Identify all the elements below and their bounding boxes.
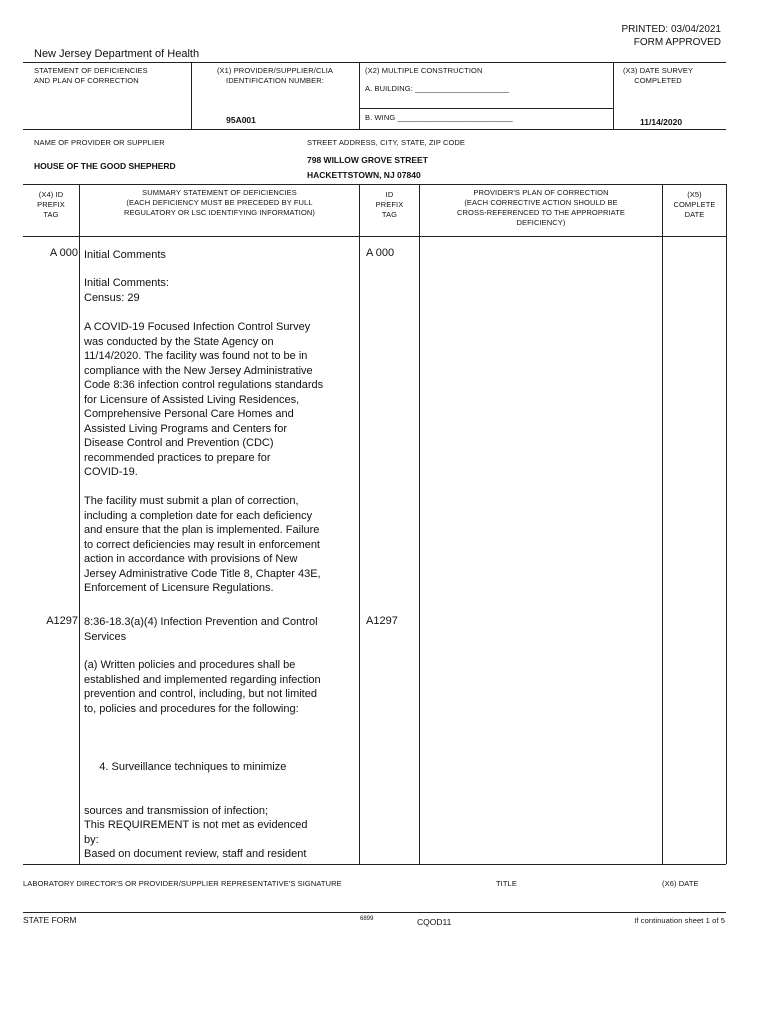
a000-census: Initial Comments: Census: 29 bbox=[84, 277, 169, 304]
tag-a000: A 000 bbox=[49, 247, 78, 259]
id-a1297: A1297 bbox=[366, 615, 398, 627]
address-label: STREET ADDRESS, CITY, STATE, ZIP CODE bbox=[307, 138, 466, 147]
a1297-surveillance-paragraph: 4. Surveillance techniques to minimize sources and transmission of infection; bbox=[84, 761, 287, 817]
x5-header: (X5) COMPLETE DATE bbox=[673, 190, 716, 219]
a000-title: Initial Comments bbox=[84, 249, 166, 261]
a1297-requirement-paragraph: This REQUIREMENT is not met as evidenced by: Based on document review, staff and resident bbox=[84, 819, 308, 860]
id-prefix-header: ID PREFIX TAG bbox=[375, 190, 404, 219]
continuation-sheet: If continuation sheet 1 of 5 bbox=[634, 916, 725, 925]
survey-date: 11/14/2020 bbox=[640, 117, 683, 127]
x1-label: (X1) PROVIDER/SUPPLIER/CLIA IDENTIFICATION NUMBER: bbox=[216, 66, 334, 85]
plan-header: PROVIDER'S PLAN OF CORRECTION (EACH CORRECTIVE ACTION SHOULD BE CROSS-REFERENCED TO THE APPROPRIATE DEFICIENCY) bbox=[457, 188, 625, 227]
summary-header: SUMMARY STATEMENT OF DEFICIENCIES (EACH DEFICIENCY MUST BE PRECEDED BY FULL REGULATORY OR LSC IDENTIFYING INFORMATION) bbox=[123, 188, 316, 217]
building-field: A. BUILDING: ______________________ bbox=[365, 84, 510, 93]
agency-name: New Jersey Department of Health bbox=[34, 48, 200, 60]
a000-plan-paragraph: The facility must submit a plan of correction, including a completion date for each deficiency and ensure that the plan is implemented. Failure to correct deficiencies may result in enforcement action in accordance with provisions of New Jersey Administrative Code Title 8, Chapter 43E, Enforcement of Licensure Regulations. bbox=[84, 495, 321, 594]
title-label: TITLE bbox=[496, 879, 517, 888]
city-state-zip: HACKETTSTOWN, NJ 07840 bbox=[307, 170, 421, 180]
form-number: 6899 bbox=[360, 916, 374, 922]
provider-name: HOUSE OF THE GOOD SHEPHERD bbox=[34, 161, 176, 171]
a1297-policy-paragraph: (a) Written policies and procedures shall be established and implemented regarding infection prevention and control, including, but not limited to, policies and procedures for the following: bbox=[84, 659, 321, 715]
state-form-label: STATE FORM bbox=[23, 915, 77, 925]
x2-label: (X2) MULTIPLE CONSTRUCTION bbox=[365, 66, 483, 75]
form-approved: FORM APPROVED bbox=[633, 37, 721, 48]
statement-label: STATEMENT OF DEFICIENCIES AND PLAN OF CORRECTION bbox=[34, 66, 148, 85]
provider-name-label: NAME OF PROVIDER OR SUPPLIER bbox=[34, 138, 165, 147]
id-a000: A 000 bbox=[366, 247, 395, 259]
date-label: (X6) DATE bbox=[662, 879, 699, 888]
printed-date: PRINTED: 03/04/2021 bbox=[621, 24, 721, 35]
x3-label: (X3) DATE SURVEY COMPLETED bbox=[622, 66, 694, 85]
form-code: CQOD11 bbox=[417, 917, 452, 927]
tag-a1297: A1297 bbox=[46, 615, 78, 627]
a000-survey-paragraph: A COVID-19 Focused Infection Control Survey was conducted by the State Agency on 11/14/2020. The facility was found not to be in compliance with the New Jersey Administrative Code 8:36 infection control regulations standards for Licensure of Assisted Living Residences, Comprehensive Personal Care Homes and Assisted Living Programs and Centers for Disease Control and Prevention (CDC) recommended practices to prepare for COVID-19. bbox=[84, 321, 324, 478]
provider-id-number: 95A001 bbox=[226, 115, 256, 125]
signature-label: LABORATORY DIRECTOR'S OR PROVIDER/SUPPLIER REPRESENTATIVE'S SIGNATURE bbox=[23, 879, 342, 888]
x4-header: (X4) ID PREFIX TAG bbox=[37, 190, 65, 219]
a1297-title: 8:36-18.3(a)(4) Infection Prevention and Control Services bbox=[84, 616, 318, 643]
street-address: 798 WILLOW GROVE STREET bbox=[307, 155, 428, 165]
wing-field: B. WING ___________________________ bbox=[365, 113, 513, 122]
